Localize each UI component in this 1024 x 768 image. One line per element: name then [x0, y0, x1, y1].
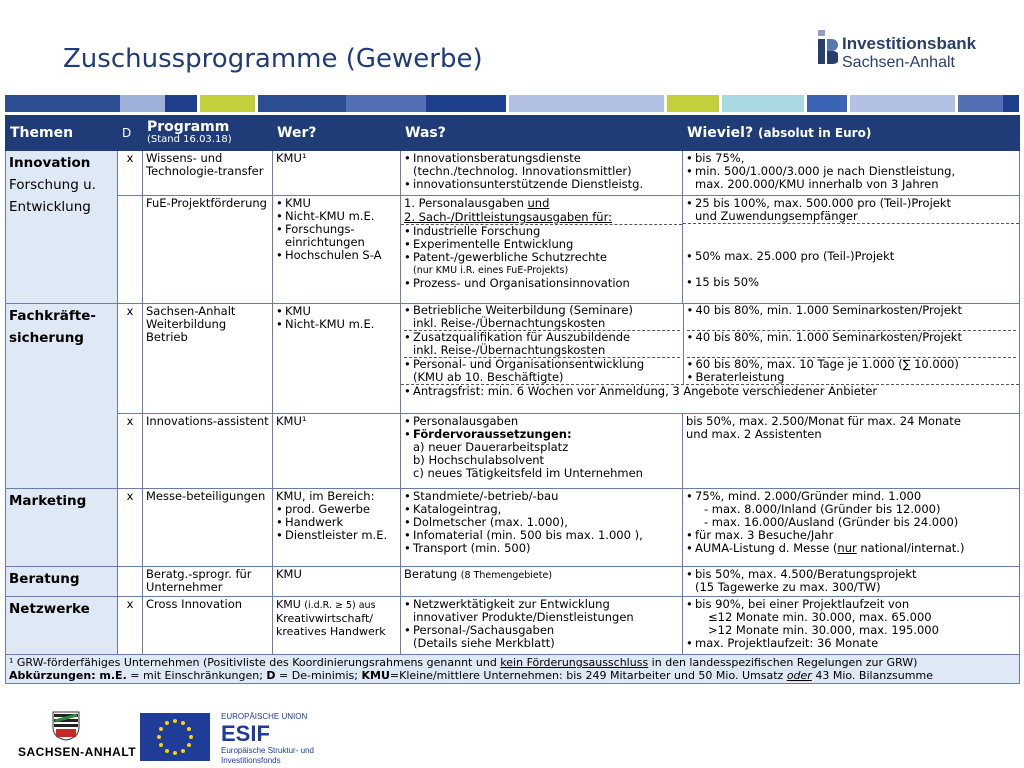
table-row [6, 567, 1020, 597]
table-row [6, 414, 1020, 489]
wer-cell: KMU¹ [273, 414, 401, 489]
programm-cell: Wissens- und Technologie-transfer [143, 151, 273, 196]
logo-line1: Investitionsbank [842, 34, 977, 53]
decor-stripes [0, 95, 1024, 112]
was-cell: • Innovationsberatungsdienste (techn./technolog. Innovationsmittler) • innovationsunterstützende Dienstleistg. [401, 151, 683, 196]
wer-cell: KMU¹ [273, 151, 401, 196]
wer-cell: KMU, im Bereich: • prod. Gewerbe • Handwerk • Dienstleister m.E. [273, 489, 401, 567]
header-themen: Themen [6, 116, 118, 151]
wieviel-cell: • 25 bis 100%, max. 500.000 pro (Teil-)Projekt und Zuwendungsempfänger • 50% max. 25.000 pro (Teil-)Projekt • 15 bis 50% [683, 196, 1020, 304]
table-row [6, 151, 1020, 196]
theme-beratung: Beratung [6, 567, 118, 597]
wieviel-cell: • bis 90%, bei einer Projektlaufzeit von ≤12 Monate min. 30.000, max. 65.000 >12 Monate min. 30.000, max. 195.000 • max. Projektlaufzeit: 36 Monate [683, 597, 1020, 655]
funding-table [5, 115, 1020, 684]
table-row [6, 489, 1020, 567]
was-wieviel-cell: • Betriebliche Weiterbildung (Seminare) inkl. Reise-/Übernachtungskosten • Zusatzqualifikation für Auszubildende inkl. Reise-/Übernachtungskosten • Personal- und Organisationsentwicklung (KMU ab 10. Beschäftigte) • 40 bis 80%, min. 1.000 Seminarkosten/Projekt • 40 bis 80%, min. 1.000 Seminarkosten/Projekt • 60 bis 80%, max. 10 Tage je 1.000 (∑ 10.000) • Beraterleistung • Antragsfrist: min. 6 Wochen vor Anmeldung, 3 Angebote verschiedener Anbieter [401, 304, 1020, 414]
header-wer: Wer? [273, 116, 401, 151]
theme-netzwerke: Netzwerke [6, 597, 118, 655]
deminimis-mark: x [118, 304, 143, 414]
wieviel-cell: bis 50%, max. 2.500/Monat für max. 24 Monate und max. 2 Assistenten [683, 414, 1020, 489]
wieviel-cell: • bis 50%, max. 4.500/Beratungsprojekt (15 Tagewerke zu max. 300/TW) [683, 567, 1020, 597]
was-cell: • Personalausgaben • Fördervoraussetzungen: a) neuer Dauerarbeitsplatz b) Hochschulabsolvent c) neues Tätigkeitsfeld im Unternehmen [401, 414, 683, 489]
ib-logo-icon [814, 30, 838, 64]
programm-cell: Messe-beteiligungen [143, 489, 273, 567]
theme-innovation: Innovation Forschung u. Entwicklung [6, 151, 118, 304]
table-row [6, 196, 1020, 304]
programm-cell: Beratg.-sprogr. für Unternehmer [143, 567, 273, 597]
was-cell: 1. Personalausgaben und 2. Sach-/Drittleistungsausgaben für: • Industrielle Forschung • Experimentelle Entwicklung • Patent-/gewerbliche Schutzrechte (nur KMU i.R. eines FuE-Projekts) • Prozess- und Organisationsinnovation [401, 196, 683, 304]
wieviel-cell: • bis 75%, • min. 500/1.000/3.000 je nach Dienstleistung, max. 200.000/KMU innerhalb von 3 Jahren [683, 151, 1020, 196]
footnote: ¹ GRW-förderfähiges Unternehmen (Positivliste des Koordinierungsrahmens genannt und kein Förderungsausschluss in den landesspezifischen Regelungen zur GRW) Abkürzungen: m.E. = mit Einschränkungen; D = De-minimis; KMU=Kleine/mittlere Unternehmen: bis 249 Mitarbeiter und 50 Mio. Umsatz oder 43 Mio. Bilanzsumme [6, 655, 1020, 684]
programm-cell: Cross Innovation [143, 597, 273, 655]
esif-line2: Investitionsfonds [221, 756, 281, 765]
was-cell: • Netzwerktätigkeit zur Entwicklung innovativer Produkte/Dienstleistungen • Personal-/Sachausgaben (Details siehe Merkblatt) [401, 597, 683, 655]
sachsen-anhalt-label: SACHSEN-ANHALT [18, 745, 137, 759]
wer-cell: • KMU • Nicht-KMU m.E. [273, 304, 401, 414]
coat-of-arms-icon [52, 711, 80, 741]
header-d: D [118, 116, 143, 151]
programm-cell: FuE-Projektförderung [143, 196, 273, 304]
page-title: Zuschussprogramme (Gewerbe) [63, 44, 483, 74]
deminimis-mark: x [118, 414, 143, 489]
esif-label: ESIF [221, 721, 270, 746]
eu-label: EUROPÄISCHE UNION [221, 712, 308, 721]
table-header-row [6, 116, 1020, 151]
footnote-row [6, 655, 1020, 684]
investitionsbank-logo [812, 28, 982, 78]
wer-cell: • KMU • Nicht-KMU m.E. • Forschungs-einrichtungen • Hochschulen S-A [273, 196, 401, 304]
deminimis-mark: x [118, 151, 143, 196]
footer-logos [0, 705, 1024, 768]
deminimis-mark: x [118, 489, 143, 567]
wer-cell: KMU [273, 567, 401, 597]
wieviel-cell: • 75%, mind. 2.000/Gründer mind. 1.000 - max. 8.000/Inland (Gründer bis 12.000) - max. 16.000/Ausland (Gründer bis 24.000) • für max. 3 Besuche/Jahr • AUMA-Listung d. Messe (nur national/internat.) [683, 489, 1020, 567]
esif-line1: Europäische Struktur- und [221, 746, 314, 755]
logo-line2: Sachsen-Anhalt [842, 54, 955, 71]
theme-marketing: Marketing [6, 489, 118, 567]
programm-cell: Sachsen-Anhalt Weiterbildung Betrieb [143, 304, 273, 414]
header-was: Was? [401, 116, 683, 151]
was-cell: • Standmiete/-betrieb/-bau • Katalogeintrag, • Dolmetscher (max. 1.000), • Infomaterial (min. 500 bis max. 1.000 ), • Transport (min. 500) [401, 489, 683, 567]
programm-cell: Innovations-assistent [143, 414, 273, 489]
header-wieviel: Wieviel? (absolut in Euro) [683, 116, 1020, 151]
deminimis-mark: x [118, 597, 143, 655]
wer-cell: KMU (i.d.R. ≥ 5) aus Kreativwirtschaft/ kreatives Handwerk [273, 597, 401, 655]
was-cell: Beratung (8 Themengebiete) [401, 567, 683, 597]
table-row [6, 304, 1020, 414]
header-programm: Programm (Stand 16.03.18) [143, 116, 273, 151]
theme-fachkraefte: Fachkräfte- sicherung [6, 304, 118, 489]
eu-flag-icon [140, 713, 210, 761]
table-row [6, 597, 1020, 655]
